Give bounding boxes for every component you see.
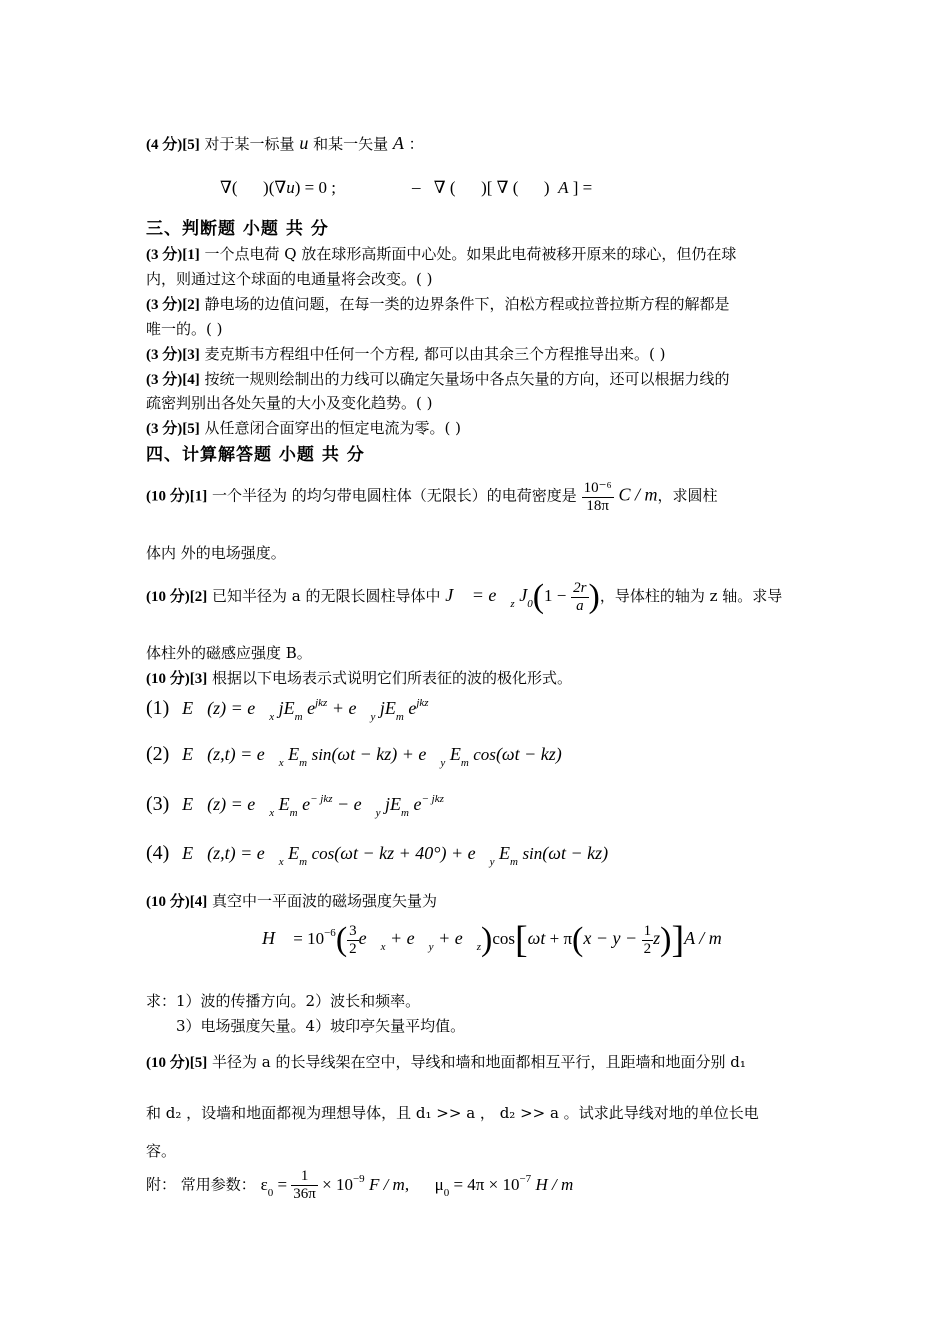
section-3-title: 三、判断题 小题 共 分 [146,219,329,239]
calc-2-formula: J⃗ = $e⃗_z$ $J_0$ [445,585,533,610]
calc-2-cont: 体柱外的磁感应强度 B。 [146,644,312,662]
calc-3-item-3: (3) E⃗(z) = $e⃗_x$ $E_m$ $e^{- jkz}$ − $e⃗_y$ $jE_m$ $e^{- jkz}$ [146,793,444,819]
q5-and: 和某一矢量 [313,135,389,153]
tf-4: (3 分)[4] 按统一规则绘制出的力线可以确定矢量场中各点矢量的方向，还可以根据力线的 [146,370,730,388]
calc-1-fraction: $\frac{\text{10⁻⁶}}{18\pi}$ [583,480,612,514]
calc-4-req-1: 求：1）波的传播方向。2）波长和频率。 [146,992,421,1010]
calc-1-cont: 体内 外的电场强度。 [146,544,286,562]
calc-5-cont-1: 和 d₂ ，设墙和地面都视为理想导体，且 d₁ >> a ， d₂ >> a 。试求此导线对地的单位长电 [146,1104,759,1122]
calc-5: (10 分)[5] 半径为 a 的长导线架在空中，导线和墙和地面都相互平行，且距墙和地面分别 d₁ [146,1053,746,1071]
calc-4: (10 分)[4] 真空中一平面波的磁场强度矢量为 [146,892,438,910]
calc-5-cont-2: 容。 [146,1142,177,1160]
calc-2: (10 分)[2] 已知半径为 a 的无限长圆柱导体中 J⃗ = $e⃗_z$ $J_0(1$ − $\frac{2r}{a}$ )，导体柱的轴为 z 轴。求导 [146,578,783,615]
appendix: 附： 常用参数： $\varepsilon_0$ = $\frac{1}{36\pi}$ × $10^{-9}$ F / m, $\mu_0 = 4\pi \times 10^{-7}$ H / m [146,1168,574,1202]
calc-3: (10 分)[3] 根据以下电场表示式说明它们所表征的波的极化形式。 [146,669,573,687]
q5-colon: ： [408,135,424,153]
q5-line [146,133,424,154]
q5-expr-1: ∇( )(∇u) = 0 ; [220,178,336,197]
q5-text: 对于某一标量 [204,135,295,153]
calc-3-item-2: (2) E⃗(z,t) = $e⃗_x$ $E_m$ $\sin(\omega t - kz) + e⃗_y$ $E_m$ cos(ωt − kz) [146,743,562,769]
section-4-title: 四、计算解答题 小题 共 分 [146,445,365,465]
tf-4-cont: 疏密判别出各处矢量的大小及变化趋势。( ) [146,394,433,412]
q5-points: (4 分)[5] [146,137,200,153]
q5-expr-2: _ ∇ ( )[ ∇ ( ) A ] = [412,172,593,197]
q5-u: u [299,133,309,153]
tf-2: (3 分)[2] 静电场的边值问题，在每一类的边界条件下，泊松方程或拉普拉斯方程的解都是 [146,295,730,313]
tf-1-cont: 内，则通过这个球面的电通量将会改变。( ) [146,270,433,288]
q5-A: A [392,133,404,153]
calc-4-req-2: 3）电场强度矢量。4）坡印亭矢量平均值。 [176,1017,466,1035]
calc-4-formula: H⃗ = $10^{-6}$( $\frac{3}{2}$ $e⃗_x$ + $e⃗_y$ + $e⃗_z)\cos[\omega t + \pi(x - y$ − $\frac{1}{2}$ z)]A / m [262,919,722,961]
calc-3-item-4: (4) E⃗(z,t) = $e⃗_x$ $E_m$ cos(ωt − kz + $40^\circ) + e⃗_y$ $E_m$ sin(ωt − kz) [146,842,609,868]
calc-1: (10 分)[1] 一个半径为 的均匀带电圆柱体（无限长）的电荷密度是 $\frac{\text{10⁻⁶}}{18\pi}$ C / m，求圆柱 [146,480,718,514]
tf-5: (3 分)[5] 从任意闭合面穿出的恒定电流为零。( ) [146,419,461,437]
tf-2-cont: 唯一的。( ) [146,320,223,338]
tf-1: (3 分)[1] 一个点电荷 Q 放在球形高斯面中心处。如果此电荷被移开原来的球心，但仍在球 [146,245,737,263]
tf-3: (3 分)[3] 麦克斯韦方程组中任何一个方程, 都可以由其余三个方程推导出来。( ) [146,345,666,363]
calc-3-item-1: (1) E⃗(z) = $e⃗_x$ $jE_m$ $e^{jkz}$ + $e⃗_y$ $jE_m$ $e^{jkz}$ [146,697,429,723]
